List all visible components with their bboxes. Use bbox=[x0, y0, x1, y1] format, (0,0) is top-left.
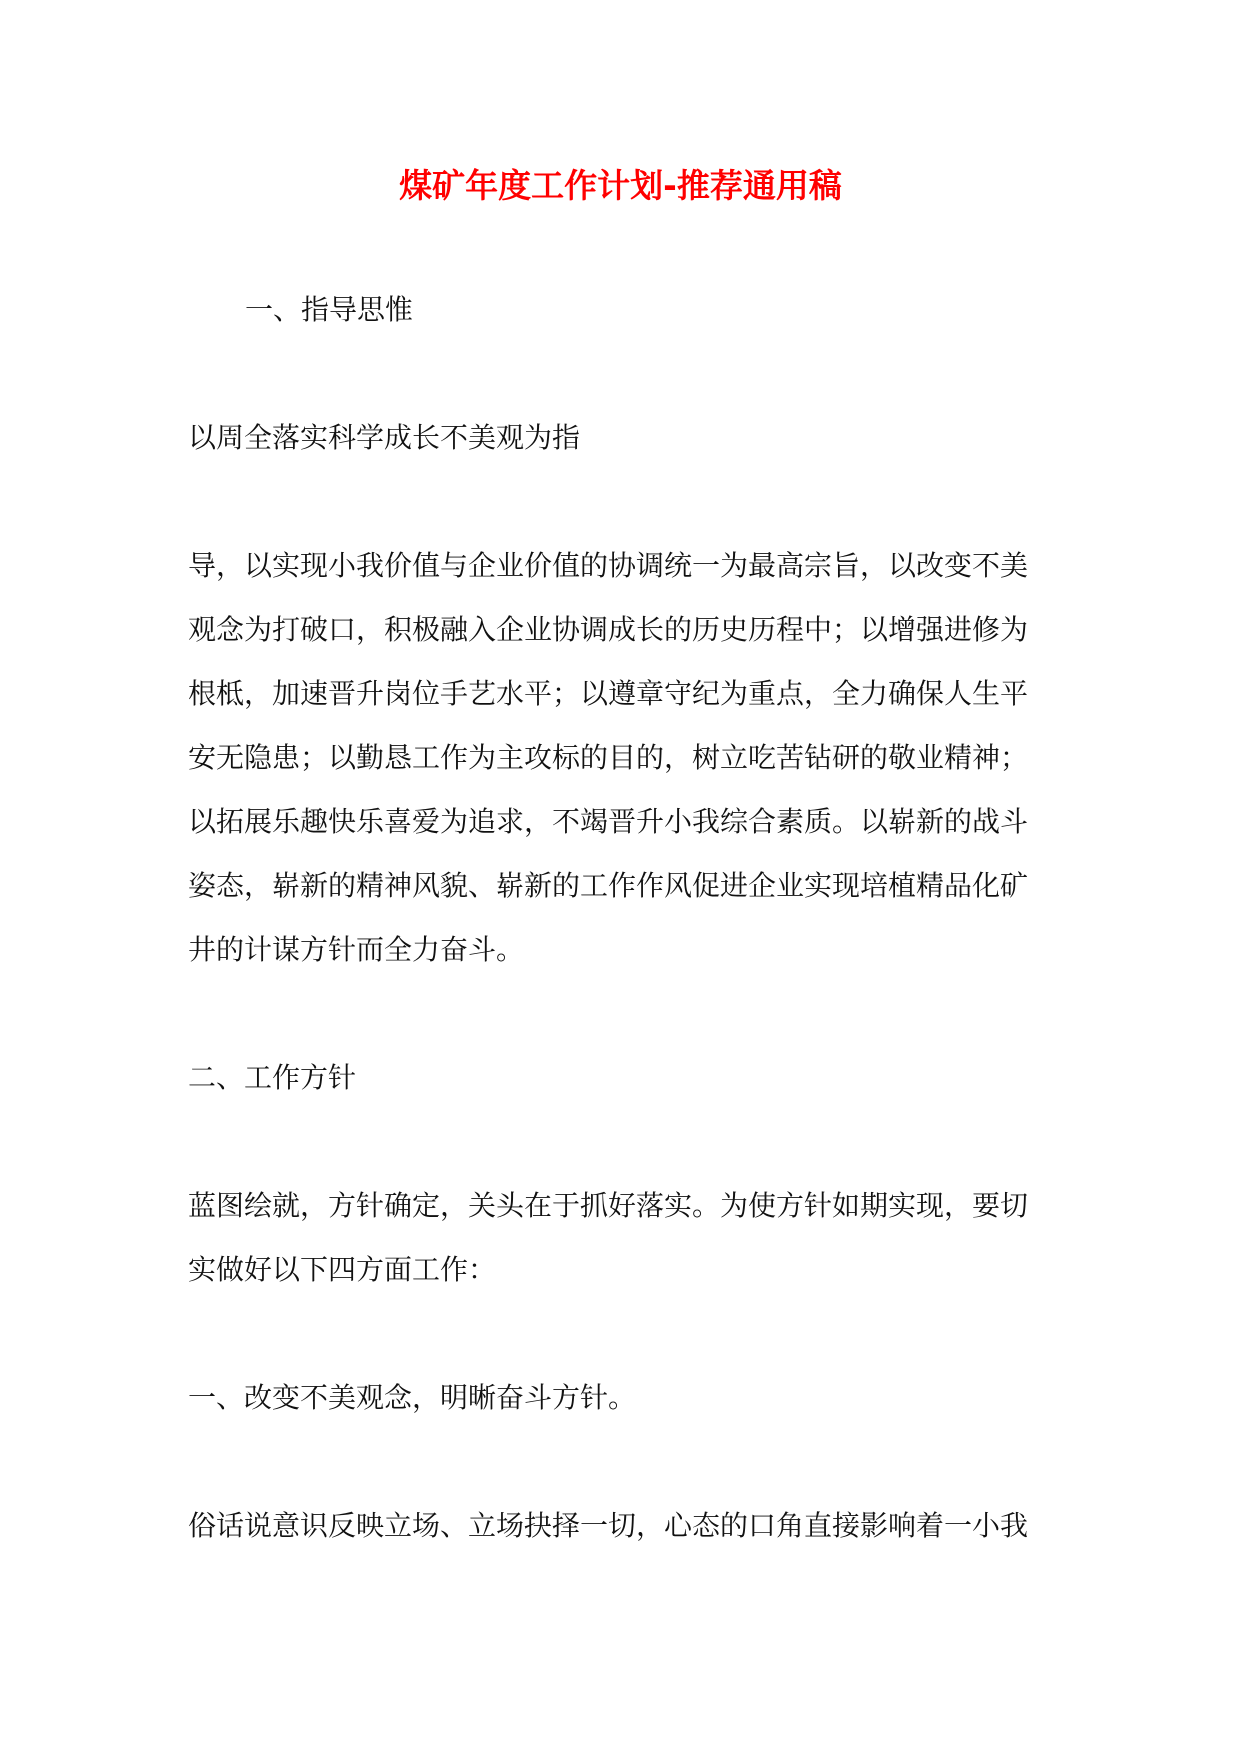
paragraph-line: 观念为打破口，积极融入企业协调成长的历史历程中；以增强进修为 bbox=[188, 613, 1029, 646]
paragraph-line: 安无隐患；以勤恳工作为主攻标的目的，树立吃苦钻研的敬业精神； bbox=[188, 741, 1029, 774]
document-title: 煤矿年度工作计划-推荐通用稿 bbox=[399, 166, 842, 205]
section-heading-guiding-thought: 一、指导思惟 bbox=[245, 293, 414, 326]
paragraph-line: 根柢，加速晋升岗位手艺水平；以遵章守纪为重点，全力确保人生平 bbox=[188, 677, 1029, 710]
paragraph-line: 井的计谋方针而全力奋斗。 bbox=[188, 933, 525, 966]
subsection-heading: 一、改变不美观念，明晰奋斗方针。 bbox=[188, 1381, 637, 1414]
section-heading-work-goals: 二、工作方针 bbox=[188, 1061, 357, 1094]
paragraph-line: 以周全落实科学成长不美观为指 bbox=[188, 421, 581, 454]
paragraph-line: 俗话说意识反映立场、立场抉择一切，心态的口角直接影响着一小我 bbox=[188, 1509, 1029, 1542]
paragraph-line: 实做好以下四方面工作： bbox=[188, 1253, 497, 1286]
paragraph-line: 以拓展乐趣快乐喜爱为追求，不竭晋升小我综合素质。以崭新的战斗 bbox=[188, 805, 1029, 838]
paragraph-line: 导，以实现小我价值与企业价值的协调统一为最高宗旨，以改变不美 bbox=[188, 549, 1029, 582]
paragraph-line: 蓝图绘就，方针确定，关头在于抓好落实。为使方针如期实现，要切 bbox=[188, 1189, 1029, 1222]
paragraph-line: 姿态，崭新的精神风貌、崭新的工作作风促进企业实现培植精品化矿 bbox=[188, 869, 1029, 902]
